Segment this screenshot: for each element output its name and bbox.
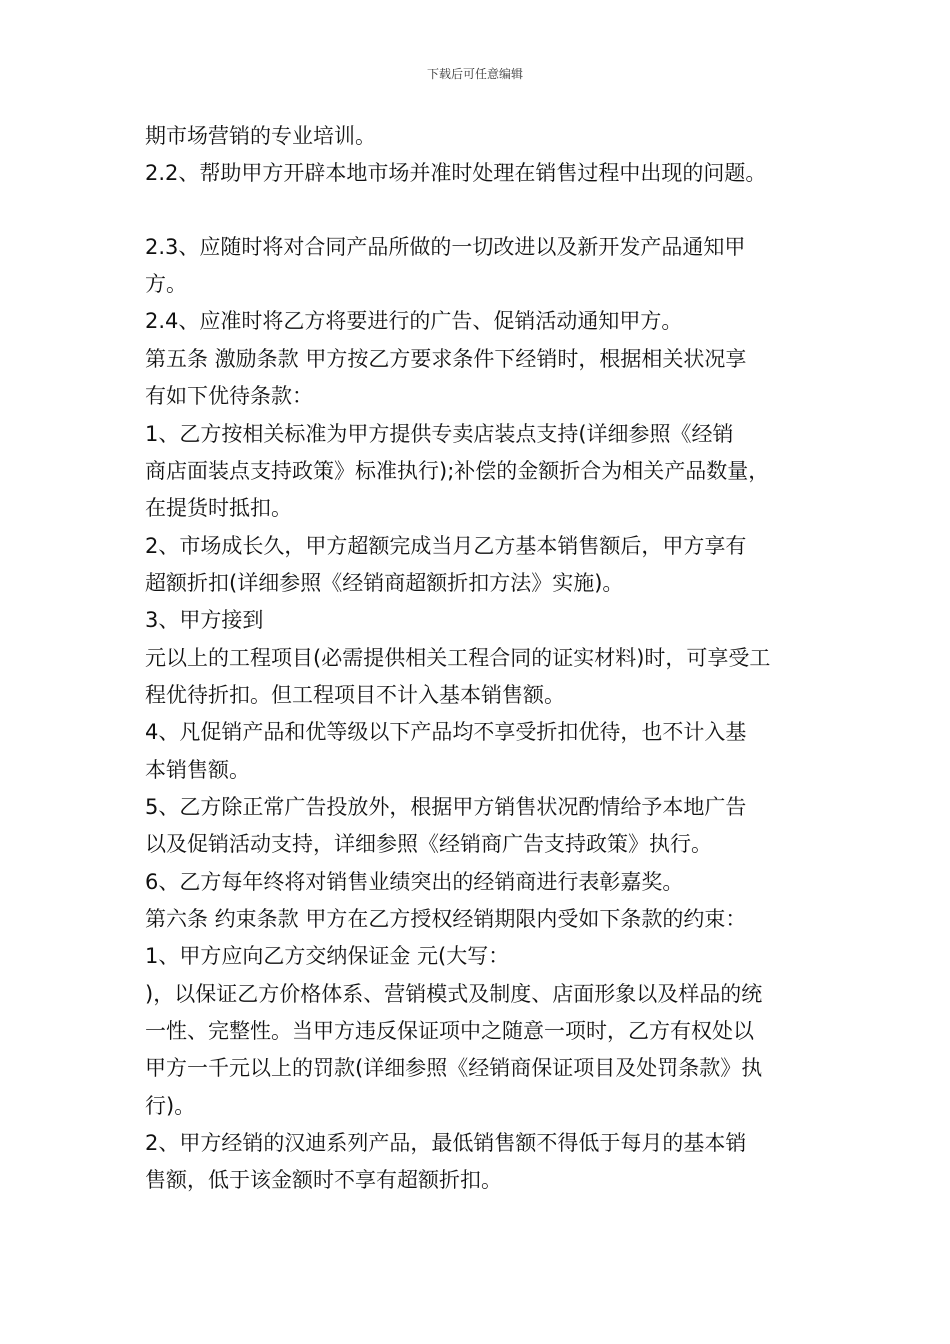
text-line: 1、甲方应向乙方交纳保证金 元(大写： [145,944,510,968]
page-header: 下载后可任意编辑 [426,67,523,81]
text-line: 第六条 约束条款 甲方在乙方授权经销期限内受如下条款的约束： [145,907,747,931]
text-line: 6、乙方每年终将对销售业绩突出的经销商进行表彰嘉奖。 [145,870,684,894]
text-line: 3、甲方接到 [145,608,264,632]
text-line: 5、乙方除正常广告投放外，根据甲方销售状况酌情给予本地广告 [145,795,747,819]
text-line: 元以上的工程项目(必需提供相关工程合同的证实材料)时，可享受工 [145,646,771,670]
text-line: 以及促销活动支持，详细参照《经销商广告支持政策》执行。 [145,832,712,856]
text-line: 本销售额。 [145,758,250,782]
text-line: 商店面装点支持政策》标准执行);补偿的金额折合为相关产品数量， [145,459,770,483]
text-line: 售额，低于该金额时不享有超额折扣。 [145,1168,502,1192]
text-line: 2.2、帮助甲方开辟本地市场并准时处理在销售过程中出现的问题。 [145,161,767,185]
text-line: 2.3、应随时将对合同产品所做的一切改进以及新开发产品通知甲 [145,235,746,259]
text-line: 2、甲方经销的汉迪系列产品，最低销售额不得低于每月的基本销 [145,1131,747,1155]
text-line: 2.4、应准时将乙方将要进行的广告、促销活动通知甲方。 [145,309,683,333]
text-line: 4、凡促销产品和优等级以下产品均不享受折扣优待，也不计入基 [145,720,747,744]
text-line: 一性、完整性。当甲方违反保证项中之随意一项时，乙方有权处以 [145,1019,754,1043]
text-line: 第五条 激励条款 甲方按乙方要求条件下经销时，根据相关状况享 [145,347,747,371]
text-line: 期市场营销的专业培训。 [145,124,376,148]
text-line: 甲方一千元以上的罚款(详细参照《经销商保证项目及处罚条款》执 [145,1056,763,1080]
text-line: 超额折扣(详细参照《经销商超额折扣方法》实施)。 [145,571,624,595]
text-line: 有如下优待条款： [145,384,313,408]
text-line: 在提货时抵扣。 [145,496,292,520]
text-line: 程优待折扣。但工程项目不计入基本销售额。 [145,683,565,707]
text-line: )，以保证乙方价格体系、营销模式及制度、店面形象以及样品的统 [145,982,763,1006]
text-line: 2、市场成长久，甲方超额完成当月乙方基本销售额后，甲方享有 [145,534,747,558]
text-line: 方。 [145,272,187,296]
text-line: 行)。 [145,1094,196,1118]
text-line: 1、乙方按相关标准为甲方提供专卖店装点支持(详细参照《经销 [145,422,734,446]
